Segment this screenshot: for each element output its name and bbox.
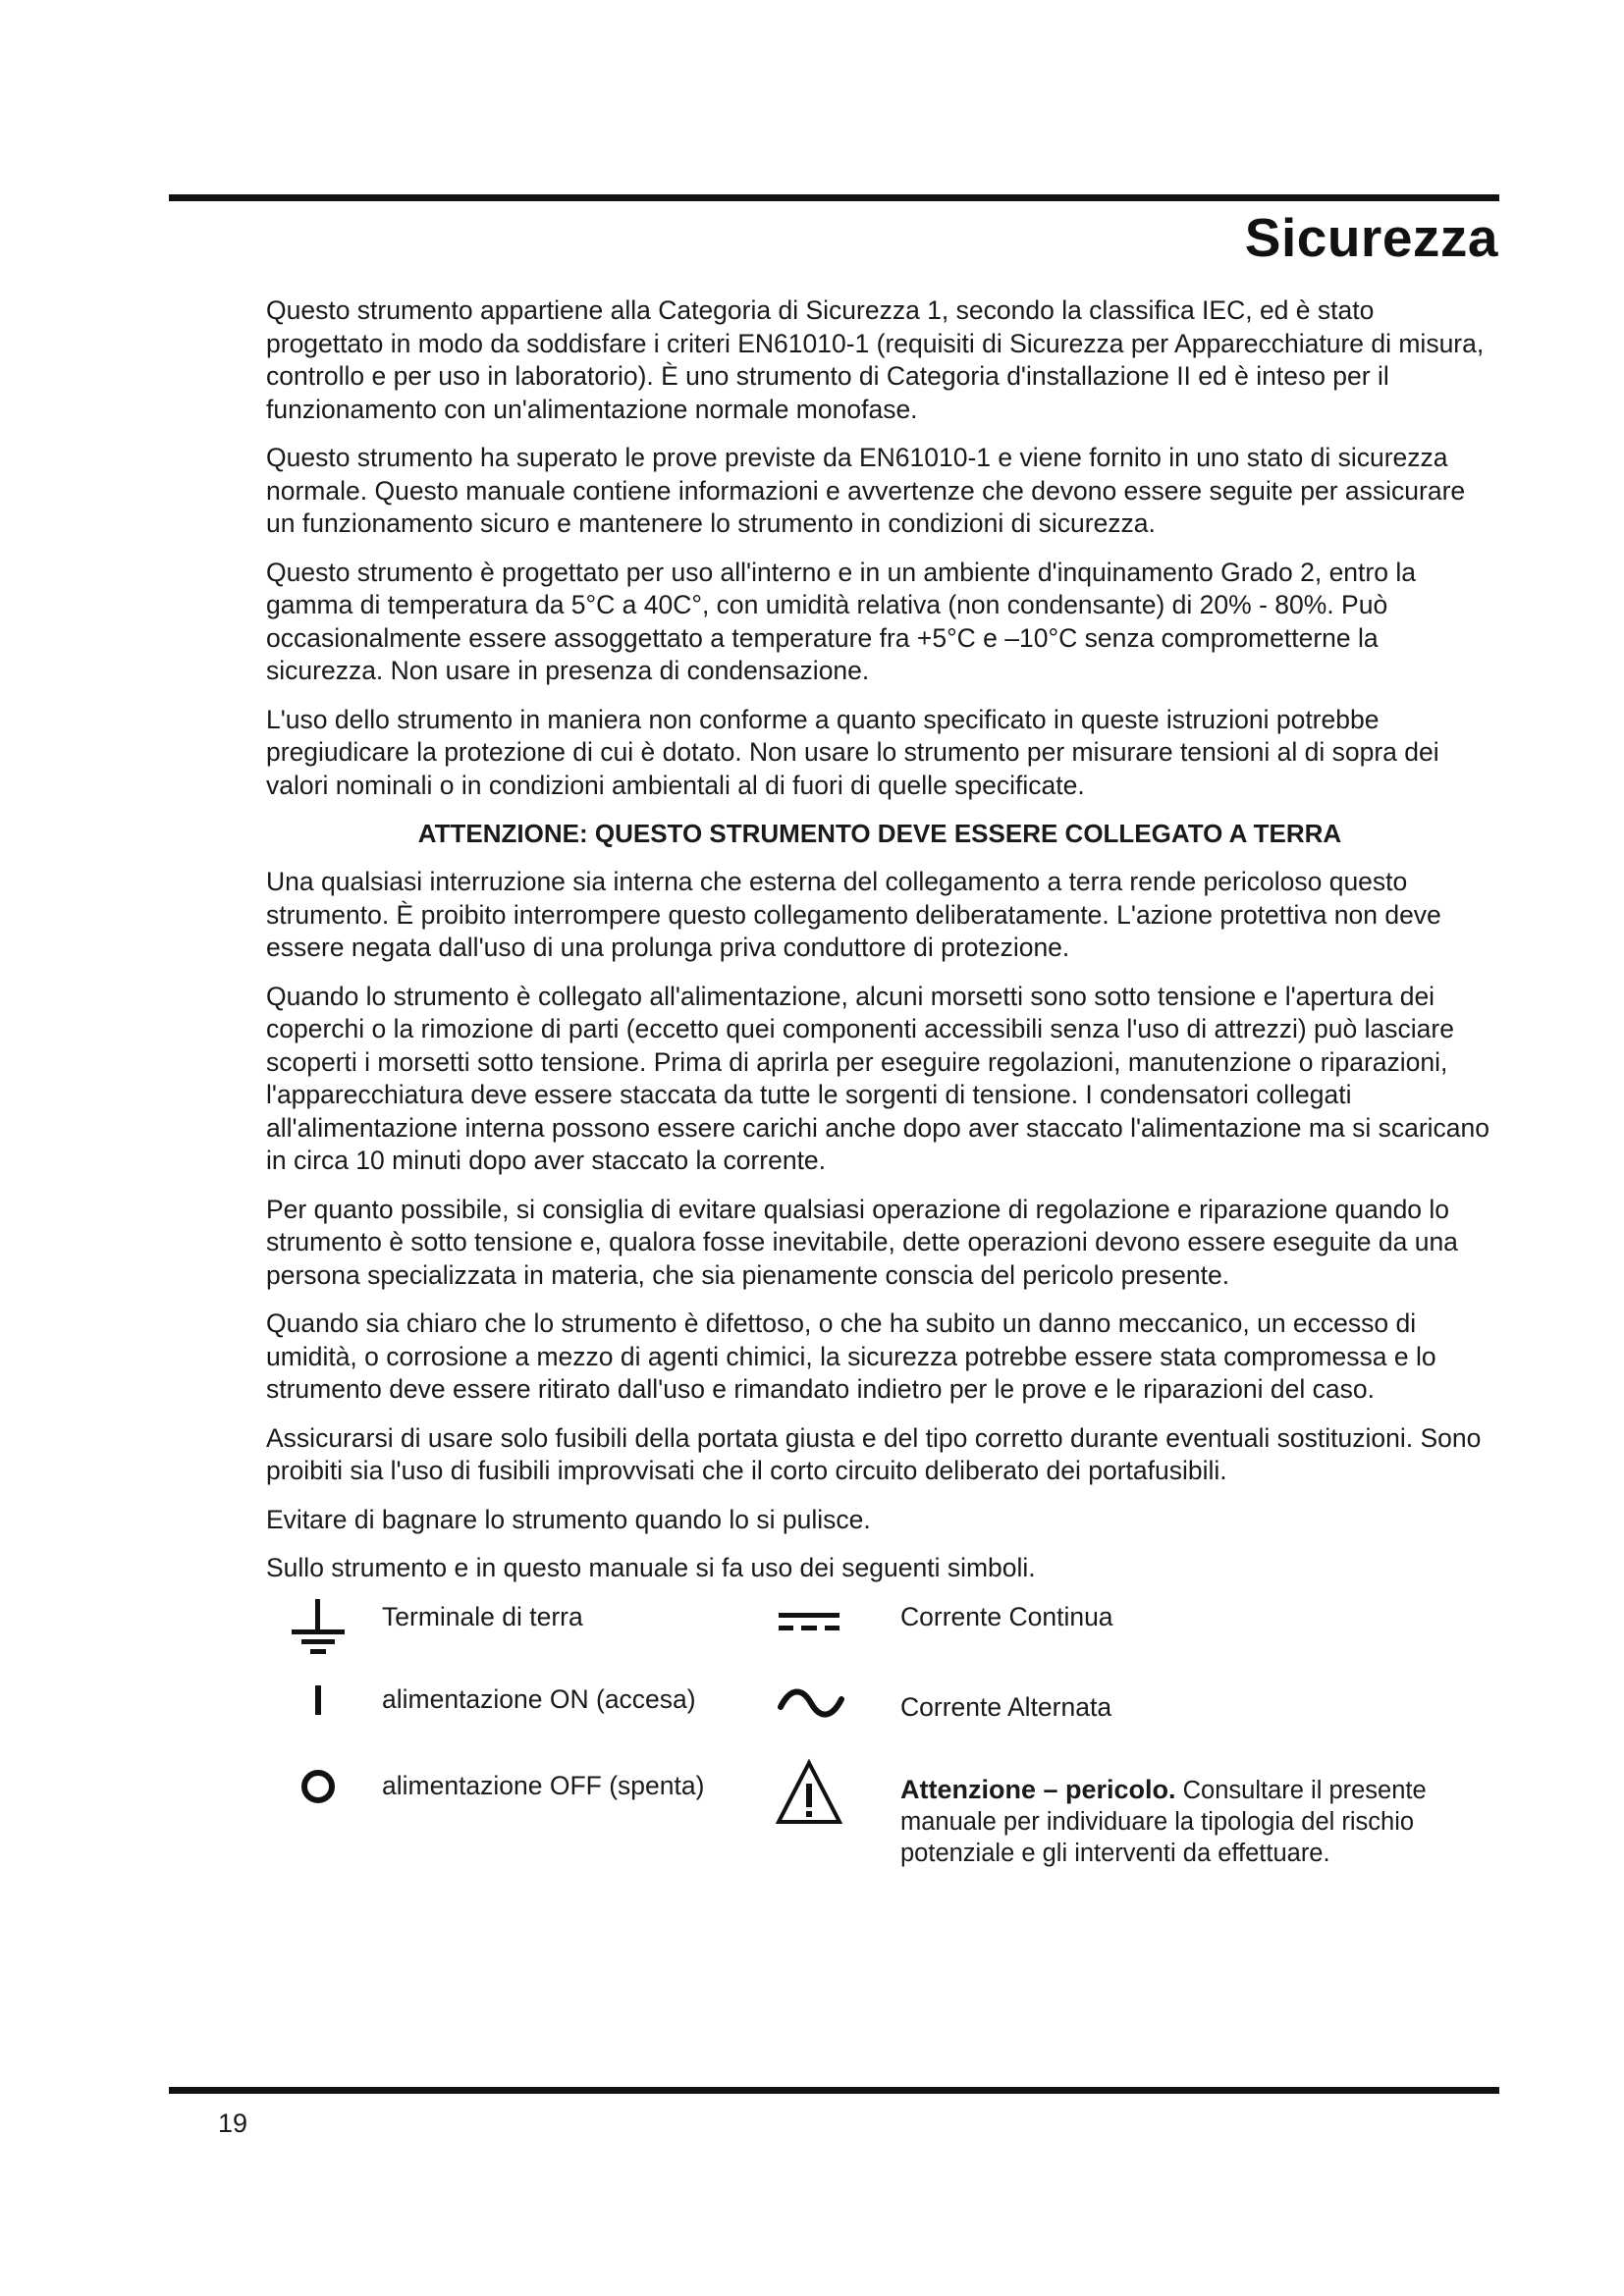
page-number: 19: [218, 2109, 248, 2138]
symbol-label-power-off: alimentazione OFF (spenta): [382, 1770, 705, 1800]
danger-label-text: Consultare il presente manuale per individuare la tipologia del rischio potenziale e gli interventi da effettuare.: [900, 1776, 1427, 1867]
page-content: [266, 294, 1493, 1886]
header-rule: [169, 194, 1499, 201]
danger-label-bold: Attenzione – pericolo.: [900, 1774, 1176, 1804]
paragraph: Una qualsiasi interruzione sia interna che esterna del collegamento a terra rende pericoloso questo strumento. È proibito interrompere questo collegamento deliberatamente. L'azione protettiva non deve essere negata dall'uso di una prolunga priva conduttore di protezione.: [266, 867, 1441, 962]
symbol-label-dc: Corrente Continua: [900, 1601, 1113, 1631]
symbol-label-earth: Terminale di terra: [382, 1601, 583, 1631]
earth-ground-icon: [288, 1599, 349, 1660]
warning-triangle-icon: [775, 1758, 843, 1827]
symbol-label-power-on: alimentazione ON (accesa): [382, 1683, 696, 1714]
page-title: Sicurezza: [1244, 207, 1498, 268]
direct-current-icon: [777, 1607, 841, 1636]
paragraph: Questo strumento appartiene alla Categoria di Sicurezza 1, secondo la classifica IEC, ed è stato progettato in modo da soddisfare i criteri EN61010-1 (requisiti di Sicurezza per Apparecchiature di misura, controllo e per uso in laboratorio). È uno strumento di Categoria d'installazione II ed è inteso per il funzionamento con un'alimentazione normale monofase.: [266, 295, 1485, 424]
paragraph: L'uso dello strumento in maniera non conforme a quanto specificato in queste istruzioni potrebbe pregiudicare la protezione di cui è dotato. Non usare lo strumento per misurare tensioni al di sopra dei valori nominali o in condizioni ambientali al di fuori di quelle specificate.: [266, 704, 1439, 800]
paragraph: Questo strumento ha superato le prove previste da EN61010-1 e viene fornito in uno stato di sicurezza normale. Questo manuale contiene informazioni e avvertenze che devono essere seguite per assicurare un funzionamento sicuro e mantenere lo strumento in condizioni di sicurezza.: [266, 443, 1466, 538]
footer-rule: [169, 2087, 1499, 2094]
symbol-label-danger: [900, 1774, 1489, 1869]
paragraph: Questo strumento è progettato per uso all'interno e in un ambiente d'inquinamento Grado 2, entro la gamma di temperatura da 5°C a 40C°, con umidità relativa (non condensante) di 20% - 80%. Può occasionalmente essere assoggettato a temperature fra +5°C e –10°C senza comprometterne la sicurezza. Non usare in presenza di condensazione.: [266, 557, 1416, 685]
paragraph: Assicurarsi di usare solo fusibili della portata giusta e del tipo corretto durante eventuali sostituzioni. Sono proibiti sia l'uso di fusibili improvvisati che il corto circuito deliberato dei portafusibili.: [266, 1422, 1482, 1485]
alternating-current-icon: [777, 1685, 845, 1721]
power-off-icon: [298, 1766, 339, 1807]
symbols-legend: [266, 1601, 1493, 1886]
power-on-icon: [305, 1682, 331, 1719]
paragraph: Evitare di bagnare lo strumento quando lo si pulisce.: [266, 1504, 871, 1534]
paragraph: Per quanto possibile, si consiglia di evitare qualsiasi operazione di regolazione e riparazione quando lo strumento è sotto tensione e, qualora fosse inevitabile, dette operazioni devono essere eseguite da una persona specializzata in materia, che sia pienamente conscia del pericolo presente.: [266, 1194, 1458, 1290]
paragraph: Quando lo strumento è collegato all'alimentazione, alcuni morsetti sono sotto tensione e l'apertura dei coperchi o la rimozione di parti (eccetto quei componenti accessibili senza l'uso di attrezzi) può lasciare scoperti i morsetti sotto tensione. Prima di aprirla per eseguire regolazioni, manutenzione o riparazioni, l'apparecchiatura deve essere staccata da tutte le sorgenti di tensione. I condensatori collegati all'alimentazione interna possono essere carichi anche dopo aver staccato l'alimentazione ma si scaricano in circa 10 minuti dopo aver staccato la corrente.: [266, 981, 1489, 1175]
paragraph: Sullo strumento e in questo manuale si fa uso dei seguenti simboli.: [266, 1553, 1036, 1582]
paragraph: Quando sia chiaro che lo strumento è difettoso, o che ha subito un danno meccanico, un eccesso di umidità, o corrosione a mezzo di agenti chimici, la sicurezza potrebbe essere stata compromessa e lo strumento deve essere ritirato dall'uso e rimandato indietro per le prove e le riparazioni del caso.: [266, 1308, 1436, 1404]
symbol-label-ac: Corrente Alternata: [900, 1691, 1112, 1722]
earth-warning-heading: ATTENZIONE: QUESTO STRUMENTO DEVE ESSERE COLLEGATO A TERRA: [417, 819, 1342, 848]
